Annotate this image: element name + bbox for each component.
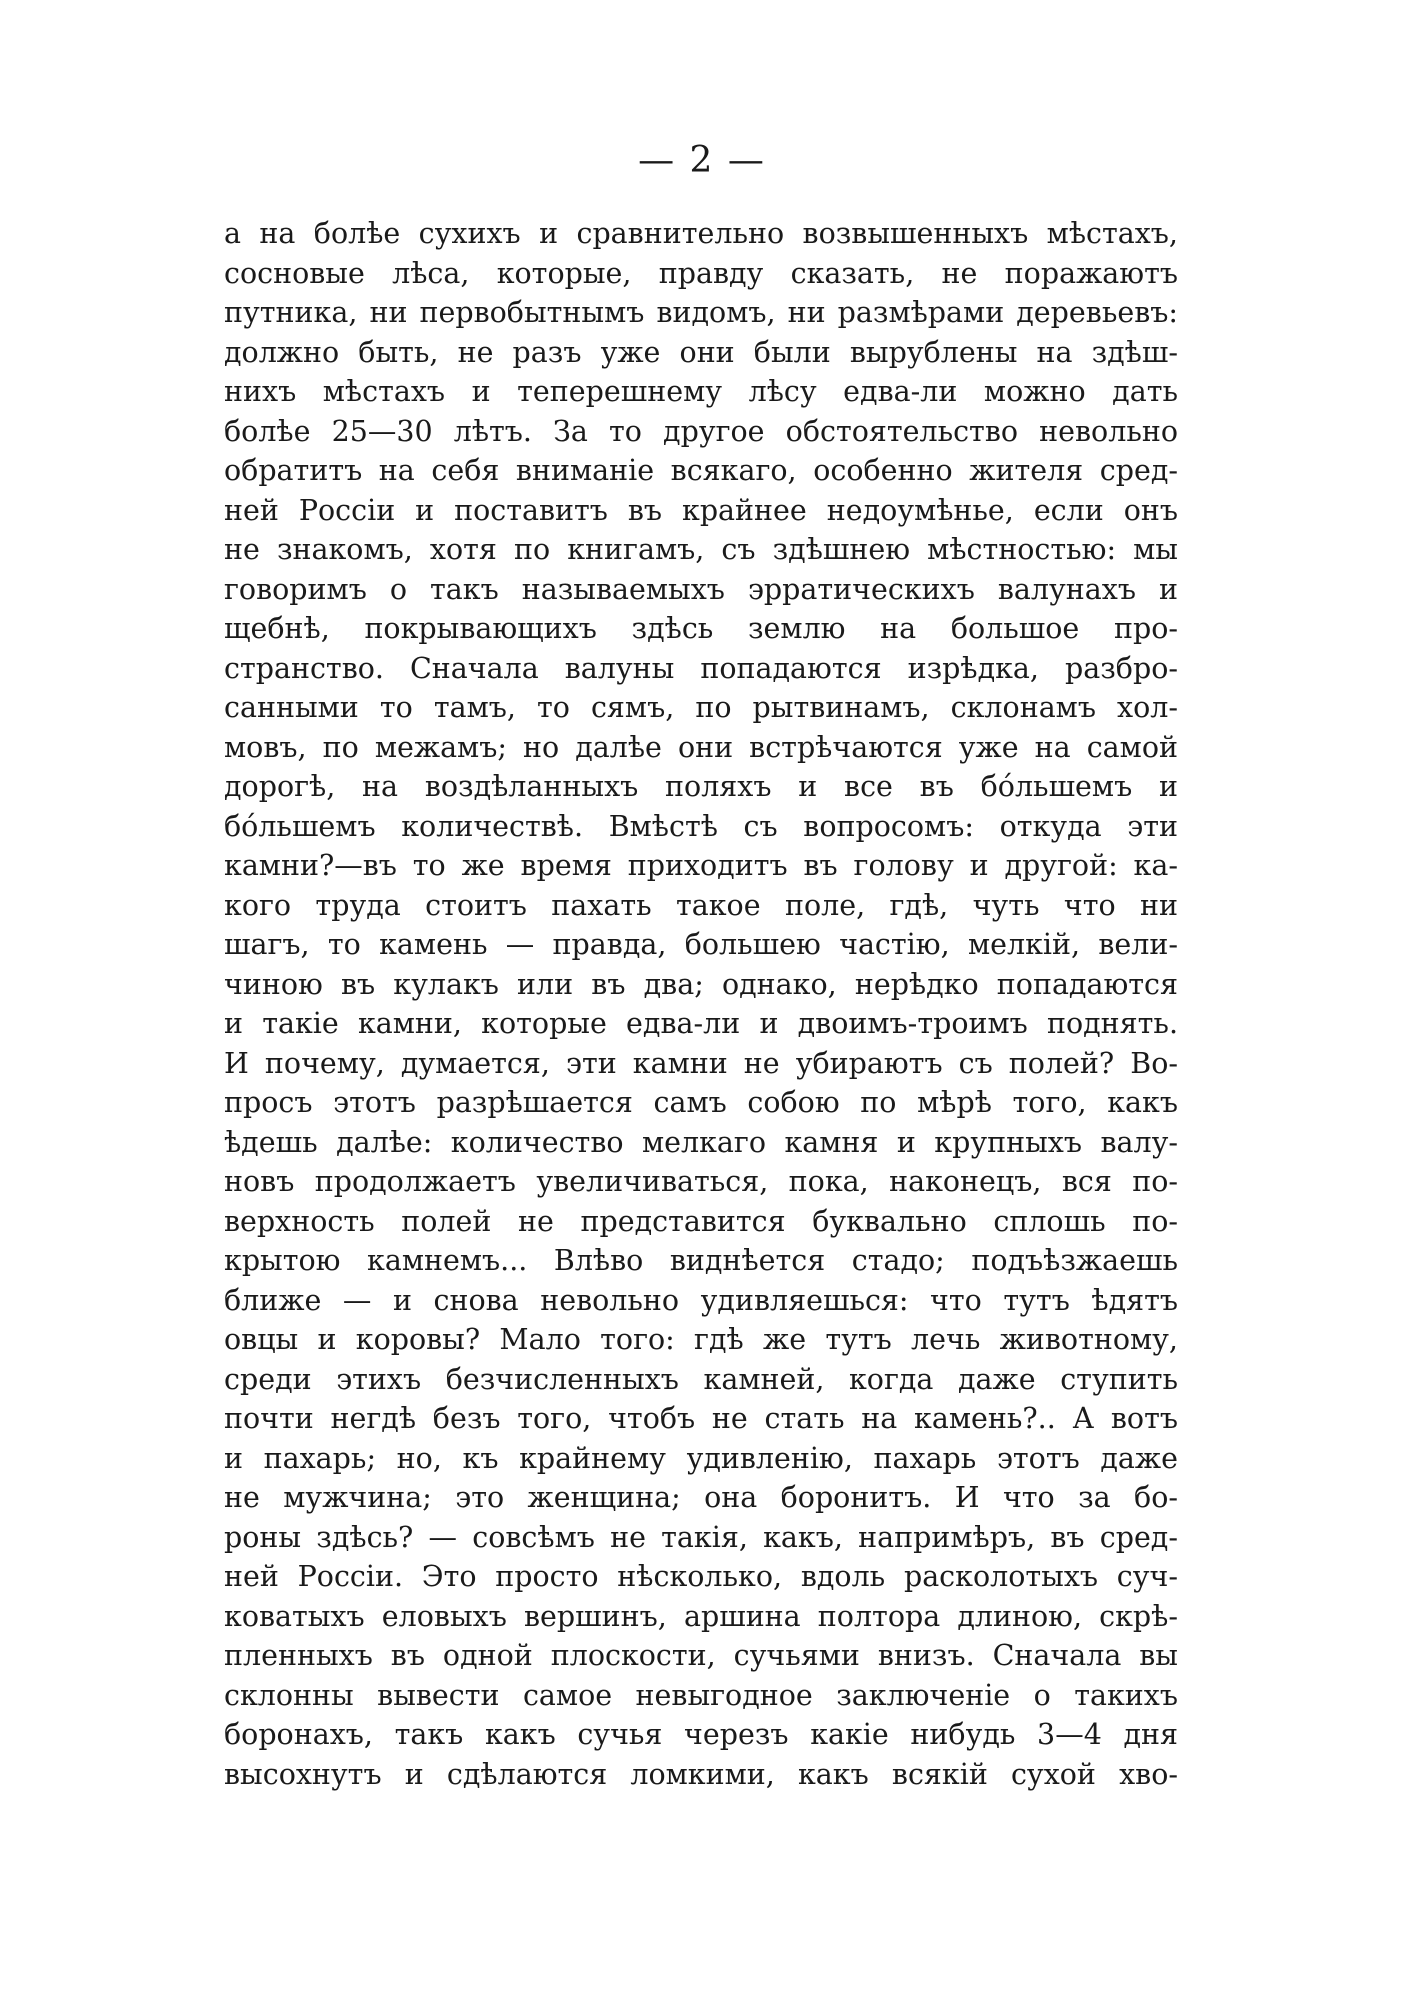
text-line: ѣдешь далѣе: количество мелкаго камня и крупныхъ валу- <box>224 1125 1178 1159</box>
text-line: ней Россіи. Это просто нѣсколько, вдоль расколотыхъ суч- <box>224 1560 1178 1593</box>
text-line: бо́льшемъ количествѣ. Вмѣстѣ съ вопросомъ: откуда эти <box>224 809 1178 843</box>
text-line: мовъ, по межамъ; но далѣе они встрѣчаются уже на самой <box>224 730 1178 764</box>
text-line: и такіе камни, которые едва-ли и двоимъ-троимъ поднять. <box>224 1007 1178 1040</box>
text-line: должно быть, не разъ уже они были вырублены на здѣш- <box>224 335 1178 369</box>
text-line: шагъ, то камень — правда, большею частію, мелкій, вели- <box>224 928 1178 961</box>
text-line: роны здѣсь? — совсѣмъ не такія, какъ, напримѣръ, въ сред- <box>224 1520 1178 1554</box>
text-line: санными то тамъ, то сямъ, по рытвинамъ, склонамъ хол- <box>224 691 1178 724</box>
text-line: болѣе 25—30 лѣтъ. За то другое обстоятельство невольно <box>224 414 1178 448</box>
text-line: кого труда стоитъ пахать такое поле, гдѣ, чуть что ни <box>224 888 1178 922</box>
text-line: крытою камнемъ... Влѣво виднѣется стадо; подъѣзжаешь <box>224 1244 1178 1277</box>
text-line: странство. Сначала валуны попадаются изрѣдка, разбро- <box>224 651 1178 685</box>
text-line: не мужчина; это женщина; она боронитъ. И что за бо- <box>224 1481 1178 1514</box>
text-line: камни?—въ то же время приходитъ въ голову и другой: ка- <box>224 849 1178 882</box>
text-line: сосновые лѣса, которые, правду сказать, не поражаютъ <box>224 256 1178 290</box>
text-line: овцы и коровы? Мало того: гдѣ же тутъ лечь животному, <box>224 1323 1178 1356</box>
text-line: путника, ни первобытнымъ видомъ, ни размѣрами деревьевъ: <box>224 296 1178 329</box>
text-line: щебнѣ, покрывающихъ здѣсь землю на большое про- <box>224 612 1178 645</box>
text-line: просъ этотъ разрѣшается самъ собою по мѣрѣ того, какъ <box>224 1086 1178 1119</box>
text-line: пленныхъ въ одной плоскости, сучьями внизъ. Сначала вы <box>224 1639 1178 1672</box>
text-line: ней Россіи и поставитъ въ крайнее недоумѣнье, если онъ <box>224 493 1178 527</box>
text-line: верхность полей не представится буквально сплошь по- <box>224 1204 1178 1238</box>
text-line: дорогѣ, на воздѣланныхъ поляхъ и все въ бо́льшемъ и <box>224 770 1178 803</box>
text-line: И почему, думается, эти камни не убираютъ съ полей? Во- <box>224 1046 1178 1080</box>
text-line: высохнутъ и сдѣлаются ломкими, какъ всякій сухой хво- <box>224 1757 1178 1791</box>
text-line: и пахарь; но, къ крайнему удивленію, пахарь этотъ даже <box>224 1441 1178 1475</box>
text-line: среди этихъ безчисленныхъ камней, когда даже ступить <box>224 1362 1178 1396</box>
text-line: ближе — и снова невольно удивляешься: что тутъ ѣдятъ <box>224 1283 1178 1317</box>
text-line: говоримъ о такъ называемыхъ эрратическихъ валунахъ и <box>224 572 1178 606</box>
text-line: обратитъ на себя вниманіе всякаго, особенно жителя сред- <box>224 454 1178 487</box>
text-line: почти негдѣ безъ того, чтобъ не стать на камень?.. А вотъ <box>224 1402 1178 1435</box>
text-line: а на болѣе сухихъ и сравнительно возвышенныхъ мѣстахъ, <box>224 217 1178 250</box>
text-line: не знакомъ, хотя по книгамъ, съ здѣшнею мѣстностью: мы <box>224 533 1178 566</box>
page-number: — 2 — <box>638 140 766 181</box>
body-text <box>224 214 1178 1794</box>
text-line: боронахъ, такъ какъ сучья черезъ какіе нибудь 3—4 дня <box>224 1718 1178 1751</box>
text-line: склонны вывести самое невыгодное заключеніе о такихъ <box>224 1678 1178 1712</box>
text-line: нихъ мѣстахъ и теперешнему лѣсу едва-ли можно дать <box>224 375 1178 408</box>
text-line: чиною въ кулакъ или въ два; однако, нерѣдко попадаются <box>224 967 1178 1001</box>
text-line: коватыхъ еловыхъ вершинъ, аршина полтора длиною, скрѣ- <box>224 1599 1178 1633</box>
text-line: новъ продолжаетъ увеличиваться, пока, наконецъ, вся по- <box>224 1165 1178 1198</box>
